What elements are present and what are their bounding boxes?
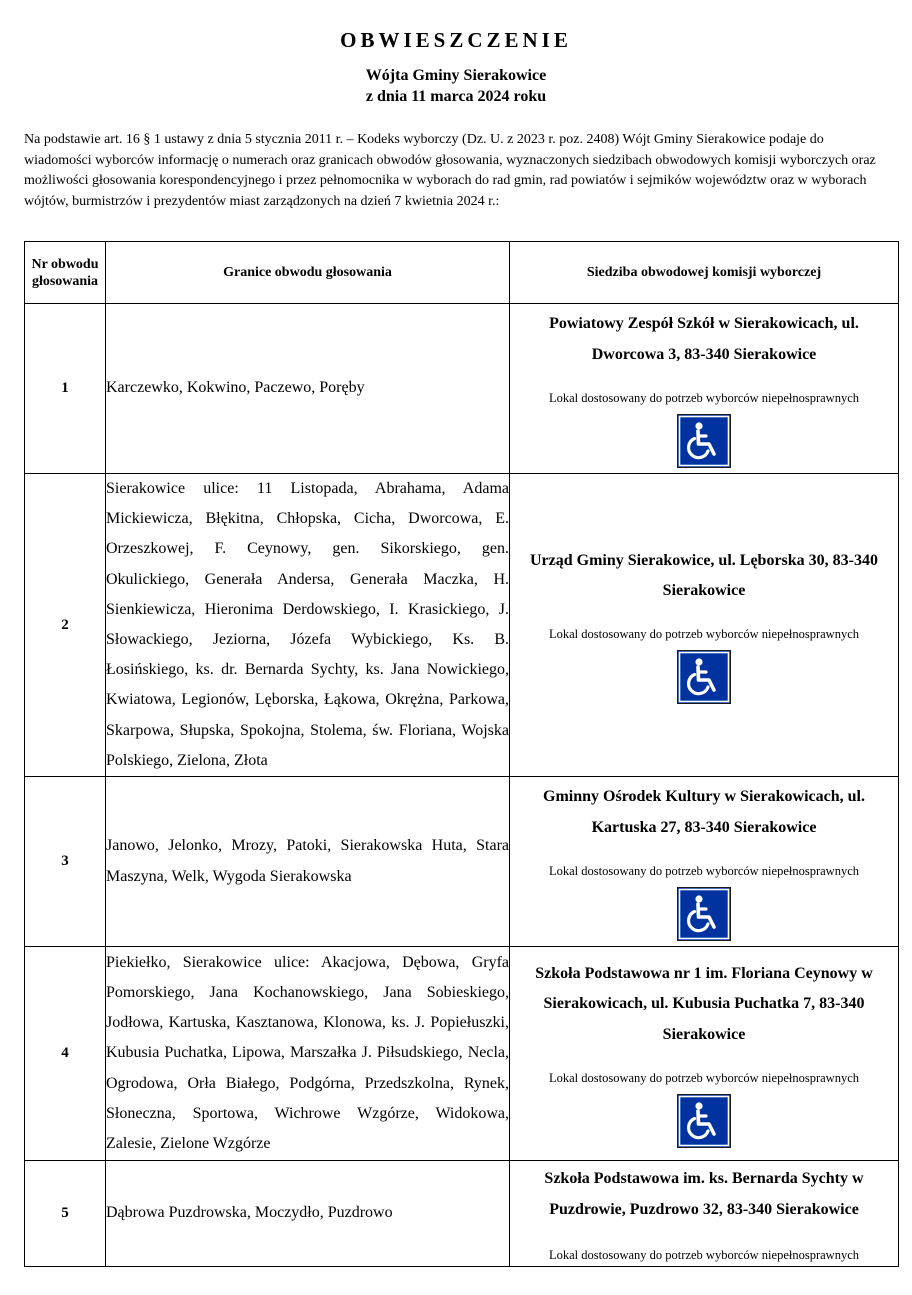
header-granice: Granice obwodu głosowania xyxy=(106,242,510,304)
district-number: 3 xyxy=(25,777,106,947)
page-title: OBWIESZCZENIE xyxy=(340,28,572,52)
wheelchair-icon xyxy=(677,414,731,468)
table-row xyxy=(25,1161,899,1267)
districts-table xyxy=(24,241,899,1267)
commission-seat xyxy=(510,947,899,1161)
table-row xyxy=(25,474,899,777)
district-number: 5 xyxy=(25,1161,106,1267)
commission-address: Gminny Ośrodek Kultury w Sierakowicach, ul. Kartuska 27, 83-340 Sierakowice xyxy=(543,788,865,836)
accessibility-note: Lokal dostosowany do potrzeb wyborców niepełnosprawnych xyxy=(549,1070,859,1085)
commission-seat xyxy=(510,1161,899,1267)
commission-address: Urząd Gminy Sierakowice, ul. Lęborska 30, 83-340 Sierakowice xyxy=(530,551,878,600)
table-row xyxy=(25,777,899,947)
accessibility-note: Lokal dostosowany do potrzeb wyborców niepełnosprawnych xyxy=(549,390,859,405)
wheelchair-icon xyxy=(677,650,731,704)
intro-paragraph: Na podstawie art. 16 § 1 ustawy z dnia 5 stycznia 2011 r. – Kodeks wyborczy (Dz. U. z 2023 r. poz. 2408) Wójt Gminy Sierakowice podaje do wiadomości wyborców informację o numerach oraz granicach obwodów głosowania, wyznaczonych siedzibach obwodowych komisji wyborczych oraz możliwości głosowania korespondencyjnego i przez pełnomocnika w wyborach do rad gmin, rad powiatów i sejmików województw oraz w wyborach wójtów, burmistrzów i prezydentów miast zarządzonych na dzień 7 kwietnia 2024 r.: xyxy=(24,132,876,209)
district-boundaries: Karczewko, Kokwino, Paczewo, Poręby xyxy=(106,304,510,474)
issuer-line: Wójta Gminy Sierakowice xyxy=(365,67,547,84)
table-row xyxy=(25,947,899,1161)
commission-address: Szkoła Podstawowa im. ks. Bernarda Sychty w Puzdrowie, Puzdrowo 32, 83-340 Sierakowice xyxy=(544,1170,864,1218)
header-siedziba: Siedziba obwodowej komisji wyborczej xyxy=(510,242,899,304)
commission-address: Powiatowy Zespół Szkół w Sierakowicach, ul. Dworcowa 3, 83-340 Sierakowice xyxy=(549,315,859,363)
district-number: 4 xyxy=(25,947,106,1161)
commission-seat xyxy=(510,474,899,777)
district-boundaries: Piekiełko, Sierakowice ulice: Akacjowa, Dębowa, Gryfa Pomorskiego, Jana Kochanowskiego, Jana Sobieskiego, Jodłowa, Kartuska, Kasztanowa, Klonowa, ks. J. Popiełuszki, Kubusia Puchatka, Lipowa, Marszałka J. Piłsudskiego, Necla, Ogrodowa, Orła Białego, Podgórna, Przedszkolna, Rynek, Słoneczna, Sportowa, Wichrowe Wzgórze, Widokowa, Zalesie, Zielone Wzgórze xyxy=(106,947,510,1161)
accessibility-note: Lokal dostosowany do potrzeb wyborców niepełnosprawnych xyxy=(549,863,859,878)
wheelchair-icon xyxy=(677,887,731,941)
district-boundaries: Janowo, Jelonko, Mrozy, Patoki, Sierakowska Huta, Stara Maszyna, Welk, Wygoda Sierakowska xyxy=(106,777,510,947)
district-boundaries: Sierakowice ulice: 11 Listopada, Abrahama, Adama Mickiewicza, Błękitna, Chłopska, Cicha, Dworcowa, E. Orzeszkowej, F. Ceynowy, gen. Sikorskiego, gen. Okulickiego, Generała Andersa, Generała Maczka, H. Sienkiewicza, Hieronima Derdowskiego, I. Krasickiego, J. Słowackiego, Jeziorna, Józefa Wybickiego, Ks. B. Łosińskiego, ks. dr. Bernarda Sychty, ks. Jana Nowickiego, Kwiatowa, Legionów, Lęborska, Łąkowa, Okrężna, Parkowa, Skarpowa, Słupska, Spokojna, Stolema, św. Floriana, Wojska Polskiego, Zielona, Złota xyxy=(106,474,510,777)
commission-seat xyxy=(510,777,899,947)
commission-address: Szkoła Podstawowa nr 1 im. Floriana Ceynowy w Sierakowicach, ul. Kubusia Puchatka 7, 83-340 Sierakowice xyxy=(535,965,873,1043)
accessibility-note: Lokal dostosowany do potrzeb wyborców niepełnosprawnych xyxy=(549,1247,859,1262)
district-number: 1 xyxy=(25,304,106,474)
date-line: z dnia 11 marca 2024 roku xyxy=(365,88,547,105)
table-row xyxy=(25,304,899,474)
district-boundaries: Dąbrowa Puzdrowska, Moczydło, Puzdrowo xyxy=(106,1161,510,1267)
commission-seat xyxy=(510,304,899,474)
wheelchair-icon xyxy=(677,1094,731,1148)
accessibility-note: Lokal dostosowany do potrzeb wyborców niepełnosprawnych xyxy=(549,627,859,642)
district-number: 2 xyxy=(25,474,106,777)
header-nr: Nr obwodu głosowania xyxy=(25,242,106,304)
